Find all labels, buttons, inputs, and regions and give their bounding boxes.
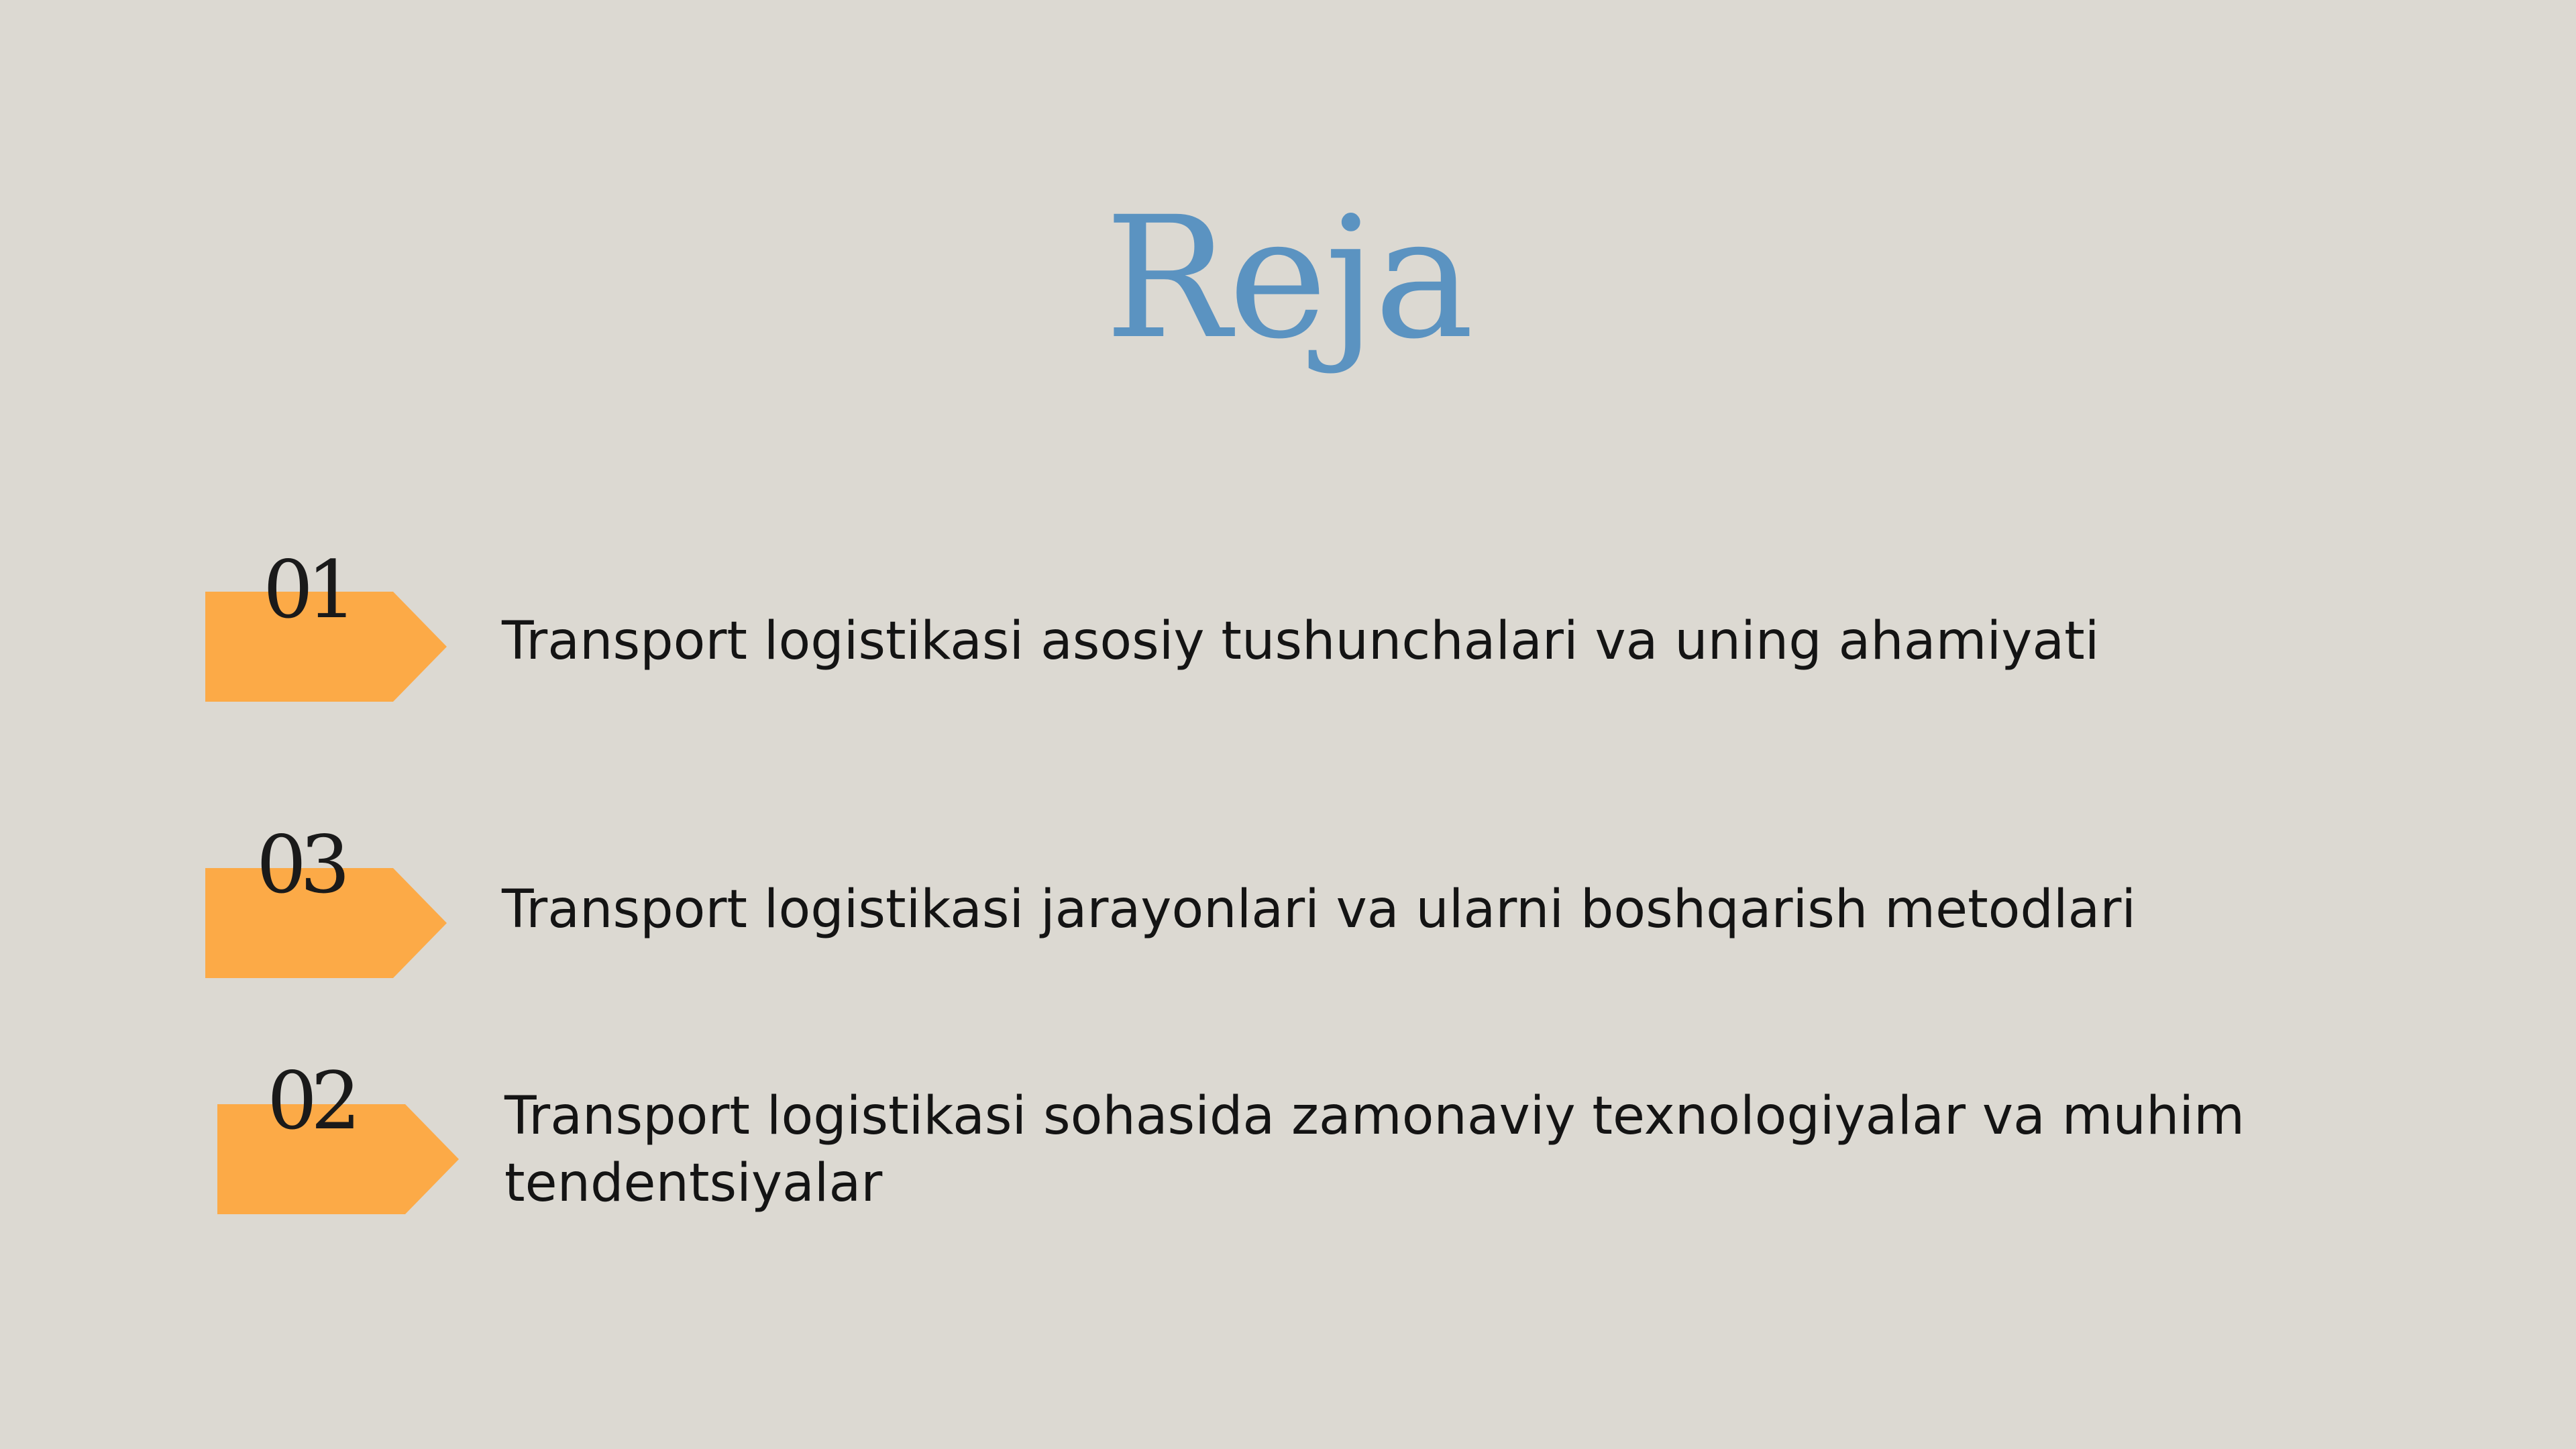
agenda-item [0,1055,2576,1236]
item-number: 01 [263,543,351,636]
item-number: 02 [267,1055,355,1147]
item-text: Transport logistikasi jarayonlari va ularni boshqarish metodlari [502,879,2137,940]
item-number: 03 [256,818,344,911]
item-text: Transport logistikasi sohasida zamonaviy texnologiyalar va muhim tendentsiyalar [504,1086,2245,1214]
item-text: Transport logistikasi asosiy tushunchalari va uning ahamiyati [502,611,2100,672]
slide-title: Reja [1104,180,1472,376]
agenda-item [0,818,2576,1000]
agenda-item [0,543,2576,724]
